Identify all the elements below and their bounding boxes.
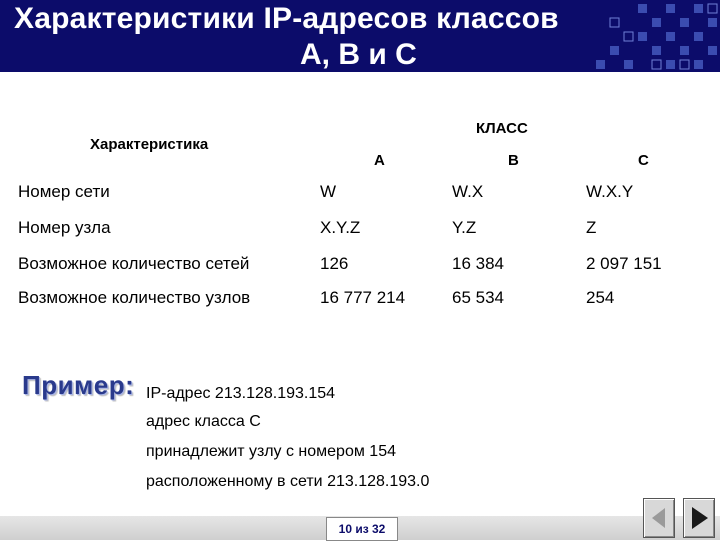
header-class-a: A (374, 152, 385, 169)
cell-class-c: 2 097 151 (586, 254, 662, 273)
title-banner (0, 0, 720, 72)
decorative-squares-icon (590, 0, 720, 72)
header-class-c: C (638, 152, 649, 169)
row-label: Возможное количество сетей (18, 254, 250, 273)
table-row (0, 182, 720, 218)
slide-title: Характеристики IP-адресов классов (14, 2, 559, 35)
row-label: Номер сети (18, 182, 110, 201)
example-heading: Пример: (22, 370, 135, 400)
row-label: Номер узла (18, 218, 111, 237)
cell-class-c: Z (586, 218, 597, 237)
example-line-class: адрес класса С (146, 413, 261, 430)
table-row (0, 254, 720, 290)
next-slide-button[interactable] (683, 498, 715, 538)
row-label: Возможное количество узлов (18, 288, 251, 307)
cell-class-c: W.X.Y (586, 182, 634, 201)
example-line-ip: IP-адрес 213.128.193.154 (146, 385, 336, 402)
example-line-host: принадлежит узлу с номером 154 (146, 443, 396, 460)
cell-class-a: 16 777 214 (320, 288, 406, 307)
example-line-network: расположенному в сети 213.128.193.0 (146, 473, 430, 490)
table-row (0, 288, 720, 324)
cell-class-b: Y.Z (452, 218, 477, 237)
cell-class-c: 254 (586, 288, 615, 307)
cell-class-a: X.Y.Z (320, 218, 361, 237)
cell-class-b: W.X (452, 182, 484, 201)
back-arrow-icon (644, 499, 674, 537)
cell-class-b: 65 534 (452, 288, 504, 307)
previous-slide-button[interactable] (643, 498, 675, 538)
header-class-b: B (508, 152, 519, 169)
page-indicator: 10 из 32 (326, 517, 398, 541)
header-characteristic: Характеристика (90, 136, 209, 153)
table-row (0, 218, 720, 254)
forward-arrow-icon (684, 499, 714, 537)
header-class: КЛАСС (476, 120, 528, 137)
cell-class-a: W (320, 182, 337, 201)
cell-class-a: 126 (320, 254, 349, 273)
slide-title-continued: A, B и C (300, 38, 417, 71)
cell-class-b: 16 384 (452, 254, 504, 273)
